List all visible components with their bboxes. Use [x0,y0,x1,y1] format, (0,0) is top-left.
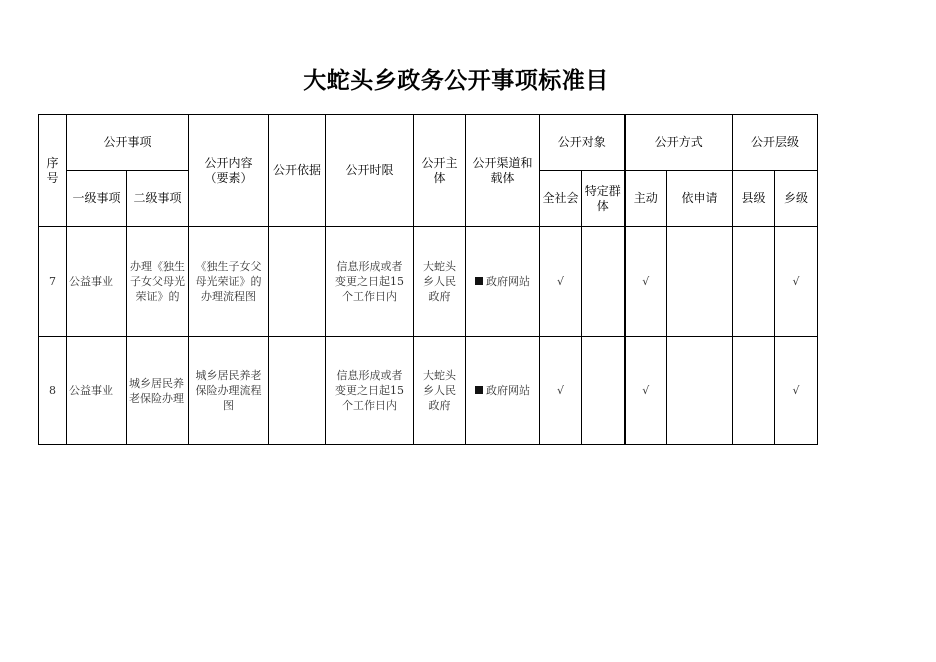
header-channel: 公开渠道和 载体 [466,115,540,227]
table-row [39,227,818,337]
row-seq: 7 [39,227,67,337]
header-target-all: 全社会 [540,171,582,227]
row-channel-label: 政府网站 [486,275,530,288]
row-target-all: √ [540,337,582,445]
row-basis [269,337,326,445]
row-level-county [733,337,775,445]
row-seq: 8 [39,337,67,445]
row-target-all: √ [540,227,582,337]
header-time-limit: 公开时限 [326,115,414,227]
header-level1: 一级事项 [67,171,127,227]
page-title: 大蛇头乡政务公开事项标准目 [303,68,609,94]
row-channel [466,337,540,445]
header-subject: 公开主 体 [414,115,466,227]
header-level-group: 公开层级 [733,115,818,171]
black-square-icon [475,386,483,394]
header-target-group: 公开对象 [540,115,625,171]
row-level1: 公益事业 [67,337,127,445]
row-level-county [733,227,775,337]
row-mode-active: √ [625,227,667,337]
row-level1: 公益事业 [67,227,127,337]
row-content: 《独生子女父母光荣证》的办理流程图 [189,227,269,337]
row-basis [269,227,326,337]
header-mode-group: 公开方式 [625,115,733,171]
header-content: 公开内容 （要素） [189,115,269,227]
header-basis: 公开依据 [269,115,326,227]
row-level-township: √ [775,227,818,337]
row-level2: 城乡居民养老保险办理 [127,337,189,445]
header-row-top [39,115,818,171]
row-subject: 大蛇头乡人民政府 [414,337,466,445]
table-row [39,337,818,445]
header-target-specific: 特定群 体 [582,171,625,227]
row-content: 城乡居民养老保险办理流程图 [189,337,269,445]
row-target-specific [582,337,625,445]
header-items-group: 公开事项 [67,115,189,171]
row-time-limit: 信息形成或者变更之日起15个工作日内 [326,227,414,337]
row-mode-request [667,337,733,445]
row-channel [466,227,540,337]
disclosure-catalog-table [38,114,818,445]
row-mode-request [667,227,733,337]
header-level-township: 乡级 [775,171,818,227]
row-target-specific [582,227,625,337]
header-level-county: 县级 [733,171,775,227]
row-time-limit: 信息形成或者变更之日起15个工作日内 [326,337,414,445]
black-square-icon [475,277,483,285]
row-level-township: √ [775,337,818,445]
header-mode-active: 主动 [625,171,667,227]
row-subject: 大蛇头乡人民政府 [414,227,466,337]
row-channel-label: 政府网站 [486,384,530,397]
header-level2: 二级事项 [127,171,189,227]
row-mode-active: √ [625,337,667,445]
header-seq: 序号 [39,115,67,227]
row-level2: 办理《独生子女父母光荣证》的 [127,227,189,337]
header-mode-request: 依申请 [667,171,733,227]
